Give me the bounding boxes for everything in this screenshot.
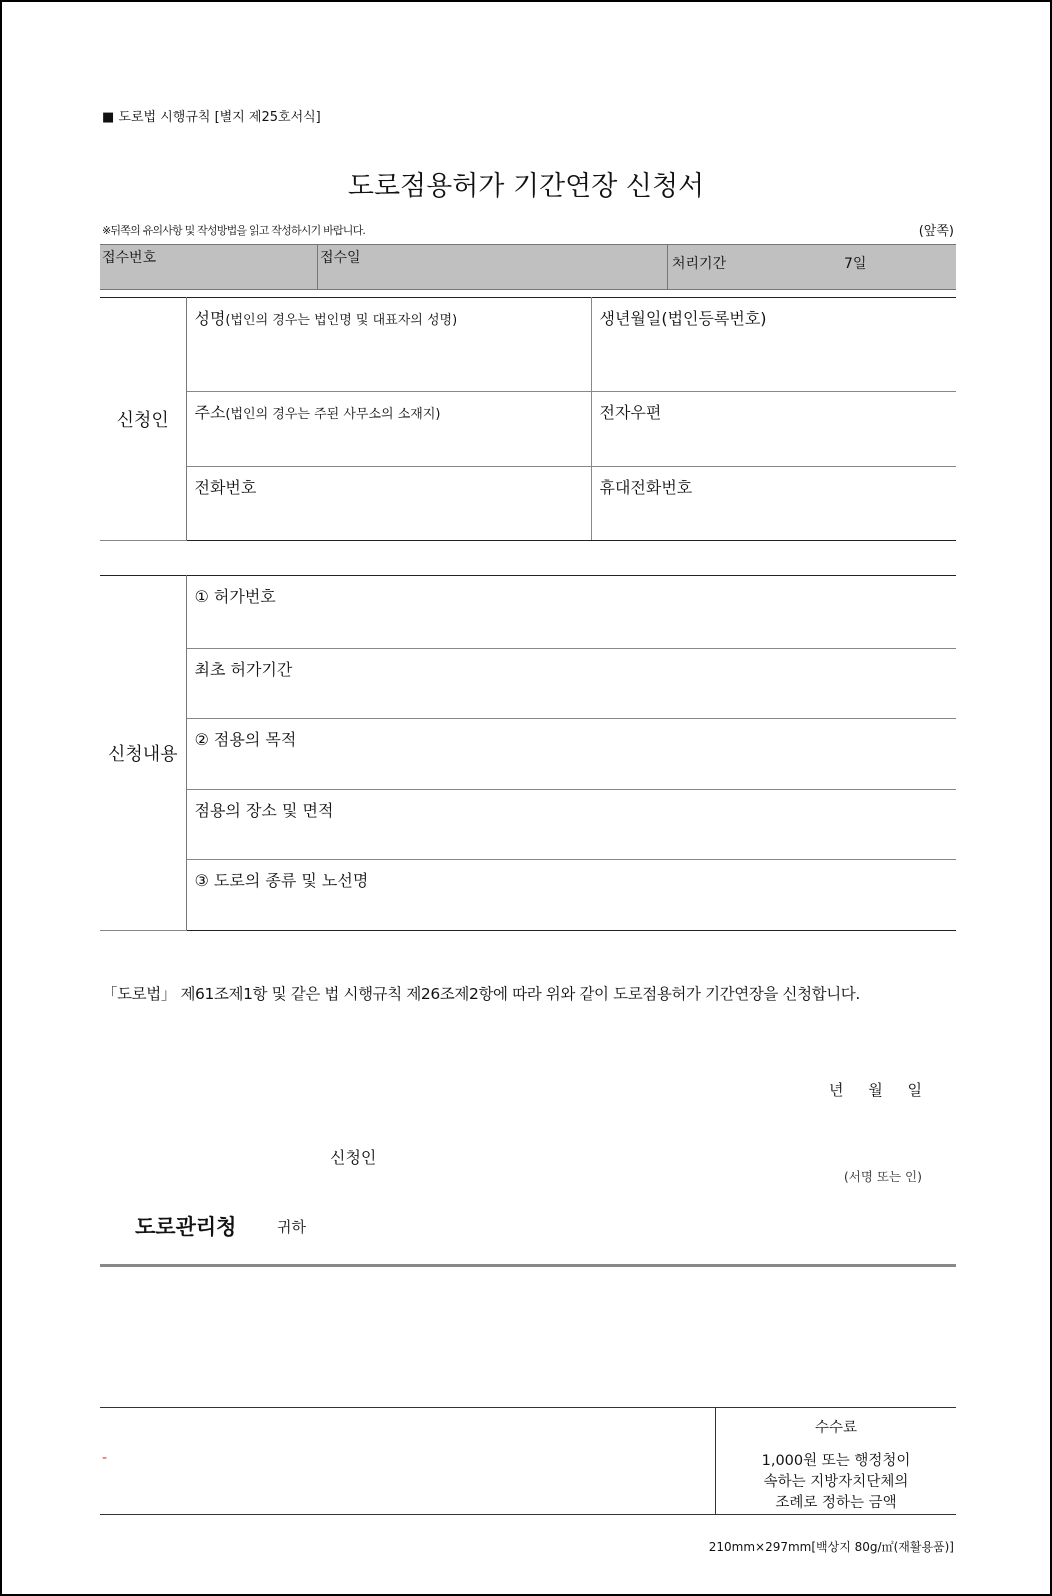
- purpose-field[interactable]: [186, 719, 956, 790]
- application-statement: 「도로법」 제61조제1항 및 같은 법 시행규칙 제26조제2항에 따라 위와 같이 도로점용허가 기간연장을 신청합니다.: [102, 985, 860, 1003]
- fee-line-1: 1,000원 또는 행정청이: [761, 1453, 911, 1469]
- receipt-date-label: 접수일: [320, 250, 361, 266]
- fee-line-2: 속하는 지방자치단체의: [763, 1474, 909, 1490]
- processing-period-label: 처리기간: [672, 256, 727, 272]
- mobile-label: 휴대전화번호: [599, 478, 693, 497]
- fee-box: [100, 1407, 956, 1515]
- addressee-authority: 도로관리청: [135, 1215, 237, 1239]
- location-area-field[interactable]: [186, 790, 956, 860]
- permit-number-field[interactable]: [186, 576, 956, 649]
- page-title: 도로점용허가 기간연장 신청서: [347, 171, 705, 202]
- instructions-notice: ※뒤쪽의 유의사항 및 작성방법을 읽고 작성하시기 바랍니다.: [102, 224, 366, 237]
- birth-date-field[interactable]: [591, 298, 956, 392]
- fee-header: 수수료: [814, 1420, 858, 1436]
- page-side-label: (앞쪽): [918, 224, 954, 239]
- applicant-signature-label: 신청인: [330, 1148, 377, 1167]
- road-type-field[interactable]: [186, 860, 956, 931]
- email-field[interactable]: [591, 392, 956, 467]
- receipt-box: [100, 244, 956, 290]
- form-reference: ■ 도로법 시행규칙 [별지 제25호서식]: [102, 110, 321, 125]
- initial-period-label: 최초 허가기간: [194, 660, 293, 679]
- phone-field[interactable]: [186, 467, 591, 541]
- receipt-number-label: 접수번호: [102, 250, 157, 266]
- applicant-name-field[interactable]: [186, 298, 591, 392]
- receipt-number-cell[interactable]: [100, 245, 318, 289]
- mobile-field[interactable]: [591, 467, 956, 541]
- fee-line-3: 조례로 정하는 금액: [775, 1495, 897, 1511]
- request-content-table: [100, 575, 956, 931]
- fee-left-cell: [100, 1408, 716, 1514]
- name-label: 성명: [194, 309, 226, 328]
- address-field[interactable]: [186, 392, 591, 467]
- email-label: 전자우편: [599, 403, 662, 422]
- fee-left-mark: -: [102, 1450, 108, 1466]
- paper-spec: 210mm×297mm[백상지 80g/㎡(재활용품)]: [708, 1540, 954, 1554]
- section-divider: [100, 1264, 956, 1267]
- address-sub-label: (법인의 경우는 주된 사무소의 소재지): [225, 407, 441, 422]
- content-section-label: 신청내용: [100, 576, 186, 931]
- applicant-table: [100, 297, 956, 541]
- purpose-label: ② 점용의 목적: [194, 730, 297, 749]
- initial-period-field[interactable]: [186, 649, 956, 719]
- phone-label: 전화번호: [194, 478, 257, 497]
- date-field[interactable]: 년 월 일: [828, 1081, 922, 1099]
- permit-number-label: ① 허가번호: [194, 587, 276, 606]
- processing-period-value: 7일: [844, 256, 867, 272]
- signature-mark[interactable]: (서명 또는 인): [843, 1169, 922, 1184]
- applicant-section-label: 신청인: [100, 298, 186, 541]
- name-sub-label: (법인의 경우는 법인명 및 대표자의 성명): [225, 313, 458, 328]
- receipt-date-cell[interactable]: [318, 245, 668, 289]
- road-type-label: ③ 도로의 종류 및 노선명: [194, 871, 369, 890]
- location-area-label: 점용의 장소 및 면적: [194, 801, 334, 820]
- fee-cell: [716, 1408, 956, 1514]
- addressee-honorific: 귀하: [277, 1218, 306, 1236]
- birth-date-label: 생년월일(법인등록번호): [599, 309, 767, 328]
- fee-description: [716, 1451, 956, 1514]
- processing-period-cell: [670, 245, 956, 289]
- address-label: 주소: [194, 403, 226, 422]
